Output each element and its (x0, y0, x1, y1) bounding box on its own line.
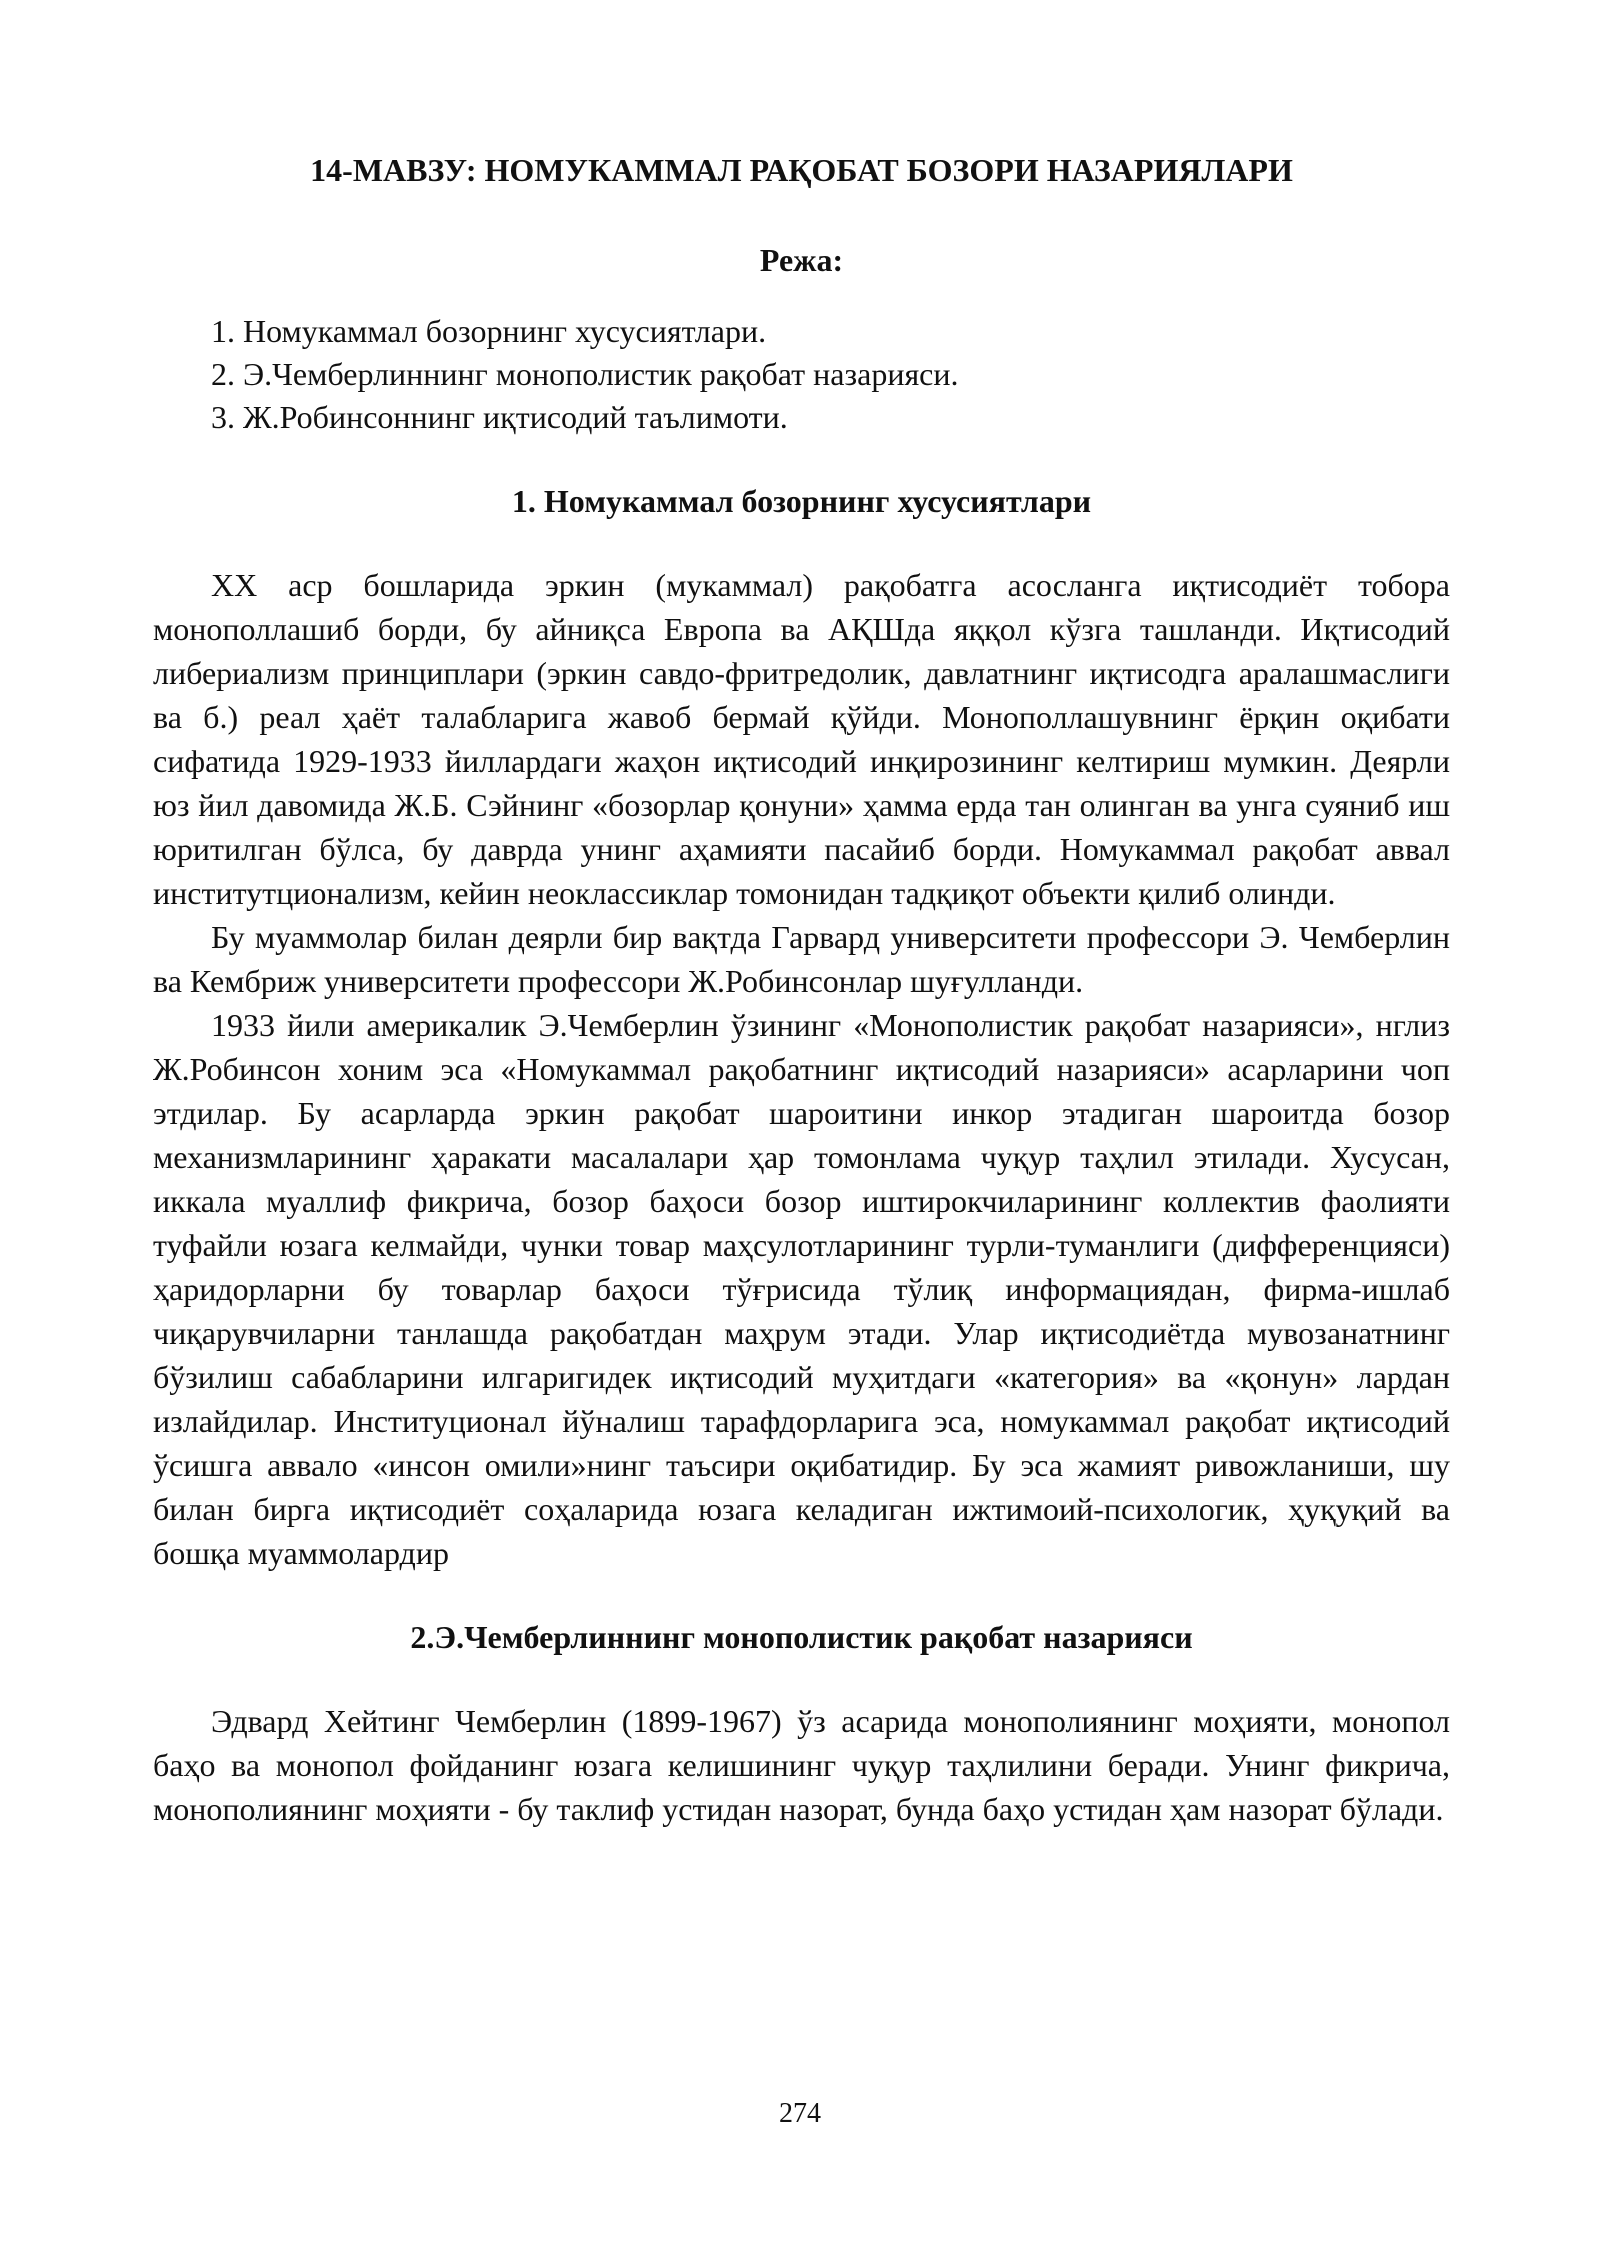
plan-title: Режа: (759, 242, 844, 278)
paragraph: Бу муаммолар билан деярли бир вақтда Гарвард университети профессори Э. Чемберлин ва Кембриж университети профессори Ж.Робинсонлар шуғулланди. (153, 919, 1450, 999)
section-heading-2: 2.Э.Чемберлиннинг монополистик рақобат назарияси (410, 1619, 1193, 1655)
topic-title: 14-МАВЗУ: НОМУКАММАЛ РАҚОБАТ БОЗОРИ НАЗАРИЯЛАРИ (310, 152, 1293, 188)
paragraph: 1933 йили америкалик Э.Чемберлин ўзининг «Монополистик рақобат назарияси», нглиз Ж.Робинсон хоним эса «Номукаммал рақобатнинг иқтисодий назарияси» асарларини чоп этдилар. Бу асарларда эркин рақобат шароитини инкор этадиган шароитда бозор механизмларининг ҳаракати масалалари ҳар томонлама чуқур таҳлил этилади. Хусусан, иккала муаллиф фикрича, бозор баҳоси бозор иштирокчиларининг коллектив фаолияти туфайли юзага келмайди, чунки товар маҳсулотларининг турли-туманлиги (дифференцияси) ҳаридорларни бу товарлар баҳоси тўғрисида тўлиқ информациядан, фирма-ишлаб чиқарувчиларни танлашда рақобатдан маҳрум этади. Улар иқтисодиётда мувозанатнинг бўзилиш сабабларини илгаригидек иқтисодий муҳитдаги «категория» ва «қонун» лардан излайдилар. Институционал йўналиш тарафдорларига эса, номукаммал рақобат иқтисодий ўсишга аввало «инсон омили»нинг таъсири оқибатидир. Бу эса жамият ривожланиши, шу билан бирга иқтисодиёт соҳаларида юзага келадиган ижтимоий-психологик, ҳуқуқий ва бошқа муаммолардир (153, 1007, 1450, 1571)
plan-item: 3. Ж.Робинсоннинг иқтисодий таълимоти. (211, 399, 788, 435)
plan-item: 2. Э.Чемберлиннинг монополистик рақобат назарияси. (211, 356, 959, 392)
plan-list (153, 310, 1450, 439)
paragraph: XX аср бошларида эркин (мукаммал) рақобатга асосланга иқтисодиёт тобора монополлашиб борди, бу айниқса Европа ва АҚШда яққол кўзга ташланди. Иқтисодий либериализм принциплари (эркин савдо-фритредолик, давлатнинг иқтисодга аралашмаслиги ва б.) реал ҳаёт талабларига жавоб бермай қўйди. Монополлашувнинг ёрқин оқибати сифатида 1929-1933 йиллардаги жаҳон иқтисодий инқирозининг келтириш мумкин. Деярли юз йил давомида Ж.Б. Сэйнинг «бозорлар қонуни» ҳамма ерда тан олинган ва унга суяниб иш юритилган бўлса, бу даврда унинг аҳамияти пасайиб борди. Номукаммал рақобат аввал институтционализм, кейин неоклассиклар томонидан тадқиқот объекти қилиб олинди. (153, 567, 1450, 911)
page-number: 274 (779, 2098, 821, 2129)
page-content (153, 150, 1450, 1831)
paragraph: Эдвард Хейтинг Чемберлин (1899-1967) ўз асарида монополиянинг моҳияти, монопол баҳо ва монопол фойданинг юзага келишининг чуқур таҳлилини беради. Унинг фикрича, монополиянинг моҳияти - бу таклиф устидан назорат, бунда баҳо устидан ҳам назорат бўлади. (153, 1703, 1450, 1827)
plan-item: 1. Номукаммал бозорнинг хусусиятлари. (211, 313, 767, 349)
section-heading-1: 1. Номукаммал бозорнинг хусусиятлари (511, 483, 1092, 519)
